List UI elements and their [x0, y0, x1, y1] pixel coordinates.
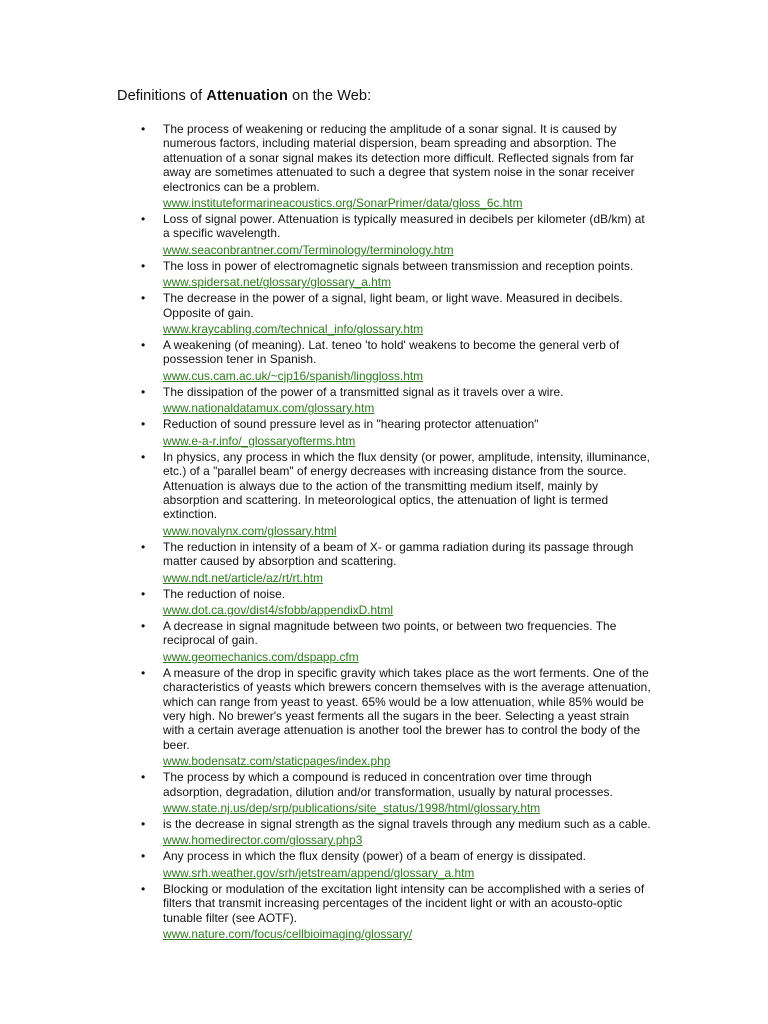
definition-item — [0, 540, 653, 587]
bullet-icon: • — [141, 449, 146, 464]
source-link[interactable]: www.cus.cam.ac.uk/~cjp16/spanish/linggloss.htm — [163, 368, 424, 383]
source-link[interactable]: www.nature.com/focus/cellbioimaging/glossary/ — [163, 927, 413, 942]
bullet-icon: • — [141, 665, 146, 680]
bullet-icon: • — [141, 539, 146, 554]
source-link[interactable]: www.instituteformarineacoustics.org/SonarPrimer/data/gloss_6c.htm — [163, 196, 523, 211]
heading-term: Attenuation — [206, 88, 289, 104]
definition-item — [0, 882, 653, 943]
definition-text: The reduction of noise. — [163, 586, 286, 601]
definition-item — [0, 417, 653, 449]
heading-prefix: Definitions of — [117, 88, 203, 104]
source-link[interactable]: www.e-a-r.info/_glossaryofterms.htm — [163, 433, 356, 448]
bullet-icon: • — [141, 338, 146, 353]
definition-item — [0, 587, 653, 619]
bullet-icon: • — [141, 212, 146, 227]
definition-text: Any process in which the flux density (power) of a beam of energy is dissipated. — [163, 849, 587, 864]
page-heading — [117, 87, 371, 105]
bullet-icon: • — [141, 291, 146, 306]
definition-text: The dissipation of the power of a transmitted signal as it travels over a wire. — [163, 384, 564, 399]
bullet-icon: • — [141, 881, 146, 896]
source-link[interactable]: www.novalynx.com/glossary.html — [163, 523, 337, 538]
definition-item — [0, 259, 653, 291]
source-link[interactable]: www.ndt.net/article/az/rt/rt.htm — [163, 570, 323, 585]
definition-text: Reduction of sound pressure level as in "hearing protector attenuation" — [163, 417, 539, 432]
source-link[interactable]: www.kraycabling.com/technical_info/glossary.htm — [163, 322, 424, 337]
definition-item — [0, 770, 653, 817]
definition-item — [0, 450, 653, 540]
definitions-list — [0, 122, 768, 943]
source-link[interactable]: www.bodensatz.com/staticpages/index.php — [163, 754, 391, 769]
definition-item — [0, 849, 653, 881]
bullet-icon: • — [141, 384, 146, 399]
source-link[interactable]: www.geomechanics.com/dspapp.cfm — [163, 649, 359, 664]
source-link[interactable]: www.seaconbrantner.com/Terminology/terminology.htm — [163, 242, 454, 257]
source-link[interactable]: www.srh.weather.gov/srh/jetstream/append/glossary_a.htm — [163, 865, 475, 880]
definition-item — [0, 666, 653, 770]
definition-text: The process by which a compound is reduced in concentration over time through adsorption, degradation, dilution and/or transformation, usually by natural processes. — [163, 770, 613, 799]
bullet-icon: • — [141, 586, 146, 601]
source-link[interactable]: www.homedirector.com/glossary.php3 — [163, 833, 363, 848]
definition-item — [0, 291, 653, 338]
bullet-icon: • — [141, 618, 146, 633]
source-link[interactable]: www.state.nj.us/dep/srp/publications/site_status/1998/html/glossary.htm — [163, 801, 541, 815]
bullet-icon: • — [141, 417, 146, 432]
definition-item — [0, 385, 653, 417]
definition-text: The reduction in intensity of a beam of X- or gamma radiation during its passage through matter caused by absorption and scattering. — [163, 539, 634, 569]
bullet-icon: • — [141, 122, 146, 136]
bullet-icon: • — [141, 849, 146, 864]
bullet-icon: • — [141, 770, 146, 785]
bullet-icon: • — [141, 817, 146, 831]
definition-text: The loss in power of electromagnetic signals between transmission and reception points. — [163, 258, 634, 273]
definition-text: Blocking or modulation of the excitation light intensity can be accomplished with a series of filters that transmit increasing percentages of the incident light or with an acousto-optic tunable filter (see AOTF). — [163, 881, 645, 925]
definition-text: The process of weakening or reducing the amplitude of a sonar signal. It is caused by numerous factors, including material dispersion, beam spreading and absorption. The attenuation of a sonar signal makes its detection more difficult. Reflected signals from far away are sometimes attenuated to such a degree that system noise in the sonar receiver electronics can be a problem. — [163, 122, 635, 194]
heading-suffix: on the Web: — [292, 88, 372, 104]
definition-text: The decrease in the power of a signal, light beam, or light wave. Measured in decibels. Opposite of gain. — [163, 291, 623, 320]
definition-item — [0, 338, 653, 385]
source-link[interactable]: www.nationaldatamux.com/glossary.htm — [163, 401, 375, 416]
definition-text: In physics, any process in which the flux density (or power, amplitude, intensity, illuminance, etc.) of a "parallel beam" of energy decreases with increasing distance from the source. Attenuation is always due to the action of the transmitting medium itself, mainly by absorption and scattering. In meteorological optics, the attenuation of light is termed extinction. — [163, 449, 650, 522]
definition-text: Loss of signal power. Attenuation is typically measured in decibels per kilometer (dB/km) at a specific wavelength. — [163, 212, 645, 241]
definition-item — [0, 122, 653, 212]
source-link[interactable]: www.dot.ca.gov/dist4/sfobb/appendixD.html — [163, 602, 394, 617]
definition-text: A weakening (of meaning). Lat. teneo 'to hold' weakens to become the general verb of possession tener in Spanish. — [163, 338, 620, 367]
bullet-icon: • — [141, 258, 146, 273]
definition-text: is the decrease in signal strength as the signal travels through any medium such as a cable. — [163, 817, 651, 831]
definition-item — [0, 817, 653, 849]
definition-item — [0, 212, 653, 259]
definition-text: A measure of the drop in specific gravity which takes place as the wort ferments. One of the characteristics of yeasts which brewers concern themselves with is the average attenuation, which can range from yeast to yeast. 65% would be a low attenuation, while 85% would be very high. No brewer's yeast ferments all the sugars in the beer. Selecting a yeast strain with a certain average attenuation is another tool the brewer has to control the body of the beer. — [163, 665, 651, 752]
source-link[interactable]: www.spidersat.net/glossary/glossary_a.htm — [163, 275, 392, 290]
definition-item — [0, 619, 653, 666]
definition-text: A decrease in signal magnitude between two points, or between two frequencies. The reciprocal of gain. — [163, 618, 617, 648]
